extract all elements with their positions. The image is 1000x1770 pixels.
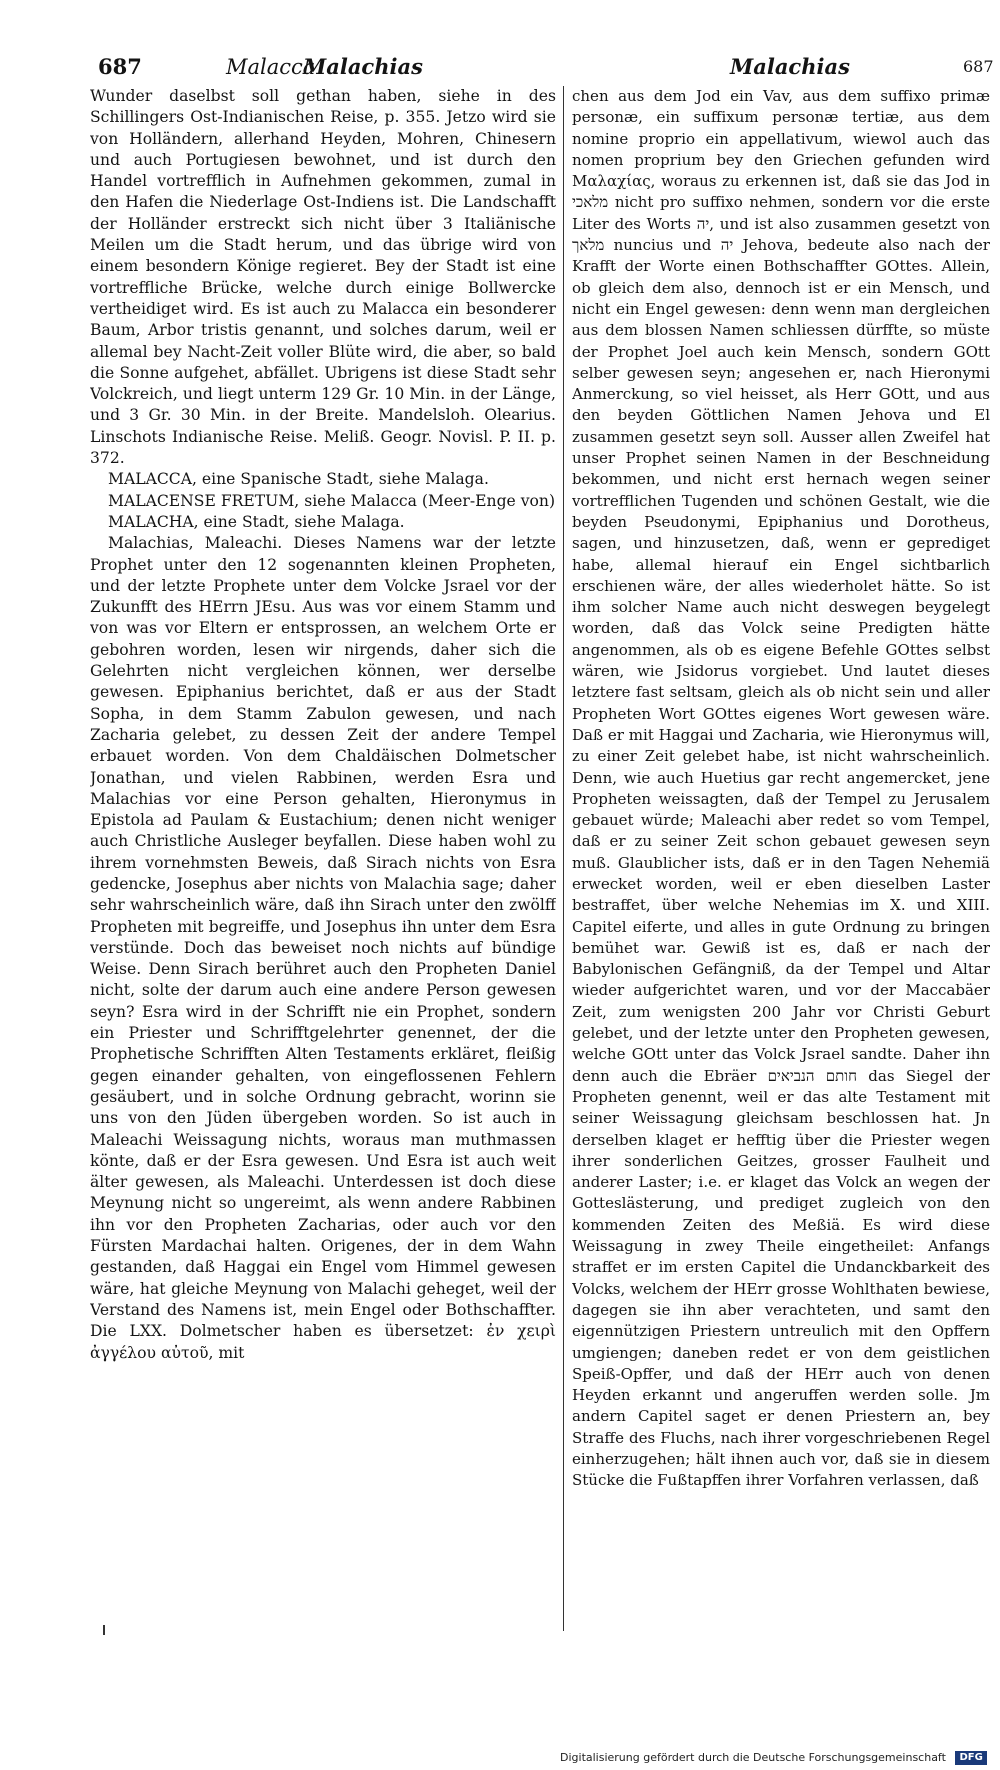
entry-continuation: Wunder daselbst soll gethan haben, siehe in des Schillingers Ost-Indianischen Reise, p. 355. Jetzo wird sie von Holländern, allerhand Heyden, Mohren, Chinesern und auch Portugiesen bewohnet, und ist durch den Handel vortrefflich in Aufnehmen gekommen, zumal in den Hafen die Niederlage Ost-Indiens ist. Die Landschafft der Holländer erstreckt sich nicht über 3 Italiänische Meilen um die Stadt herum, und das übrige wird von einem besondern Könige regieret. Bey der Stadt ist eine vortreffliche Brücke, welche durch einige Bollwercke vertheidiget wird. Es ist auch zu Malacca ein besonderer Baum, Arbor tristis genannt, und solches darum, weil er allemal bey Nacht-Zeit voller Blüte wird, die aber, so bald die Sonne aufgehet, abfället. Ubrigens ist diese Stadt sehr Volckreich, und liegt unterm 129 Gr. 10 Min. in der Länge, und 3 Gr. 30 Min. in der Breite. Mandelsloh. Olearius. Linschots Indianische Reise. Meliß. Geogr. Novisl. P. II. p. 372. [90, 87, 556, 468]
left-column [90, 86, 556, 1646]
catchword-left-second: Malachias [303, 54, 423, 79]
dfg-logo: DFG [955, 1751, 986, 1765]
entry-malacha: MALACHA, eine Stadt, siehe Malaga. [108, 512, 405, 531]
catchword-left-first: Malacca [226, 55, 316, 79]
running-header [78, 50, 994, 84]
page-number-right: 687 [963, 57, 994, 76]
entry-malacense-fretum: MALACENSE FRETUM, siehe Malacca (Meer-Enge von) [108, 491, 556, 510]
column-divider [563, 86, 564, 1631]
credit-text: Digitalisierung gefördert durch die Deutsche Forschungsgemeinschaft [560, 1751, 946, 1764]
entry-malacca-spanish: MALACCA, eine Spanische Stadt, siehe Malaga. [108, 470, 489, 489]
right-column [572, 86, 990, 1631]
digitization-credit [560, 1748, 983, 1768]
entry-malachias: Malachias, Maleachi. Dieses Namens war der letzte Prophet unter den 12 sogenannten kleinen Propheten, und der letzte Prophete unter dem Volcke Jsrael vor der Zukunfft des HErrn JEsu. Aus was vor einem Stamm und von was vor Eltern er entsprossen, an welchem Orte er gebohren worden, lesen wir nirgends, daher sich die Gelehrten nicht vergleichen können, wer derselbe gewesen. Epiphanius berichtet, daß er aus der Stadt Sopha, in dem Stamm Zabulon gewesen, und nach Zacharia gelebet, zu dessen Zeit der andere Tempel erbauet worden. Von dem Chaldäischen Dolmetscher Jonathan, und vielen Rabbinen, werden Esra und Malachias vor eine Person gehalten, Hieronymus in Epistola ad Paulam & Eustachium; denen nicht weniger auch Christliche Ausleger beyfallen. Diese haben wohl zu ihrem vornehmsten Beweis, daß Sirach nichts von Esra gedencke, Josephus aber nichts von Malachia sage; daher sehr wahrscheinlich wäre, daß ihn Sirach unter den zwölff Propheten mit begreiffe, und Josephus ihn unter dem Esra verstünde. Doch das beweiset noch nichts auf bündige Weise. Denn Sirach berühret auch den Propheten Daniel nicht, solte der darum auch eine andere Person gewesen seyn? Esra wird in der Schrifft nie ein Prophet, sondern ein Priester und Schrifftgelehrter genennet, der die Prophetische Schrifften Alten Testaments erkläret, fleißig gegen einander gehalten, von eingeflossenen Fehlern gesäubert, und in solche Ordnung gebracht, worinn sie uns von den Jüden übergeben worden. So ist auch in Maleachi Weissagung nichts, woraus man muthmassen könte, daß er der Esra gewesen. Und Esra ist auch weit älter gewesen, als Maleachi. Unterdessen ist doch diese Meynung nicht so ungereimt, als wenn andere Rabbinen ihn vor den Propheten Zacharias, oder auch vor den Fürsten Mardachai halten. Origenes, der in dem Wahn gestanden, daß Haggai ein Engel vom Himmel gewesen wäre, hat gleiche Meynung von Malachi geheget, weil der Verstand des Namens ist, mein Engel oder Bothschaffter. Die LXX. Dolmetscher haben es übersetzet: ἐν χειρὶ ἀγγέλου αὐτοῦ, mit [90, 534, 556, 1362]
margin-mark [103, 1625, 105, 1635]
page-number-left: 687 [98, 54, 142, 79]
entry-malachias-continued: chen aus dem Jod ein Vav, aus dem suffixo primæ personæ, ein suffixum personæ tertiæ, aus dem nomine proprio ein appellativum, wiewol auch das nomen proprium bey den Griechen gefunden wird Μαλαχίας, woraus zu erkennen ist, daß sie das Jod in מלאכי nicht pro suffixo nehmen, sondern vor die erste Liter des Worts יה, und ist also zusammen gesetzt von מלאך nuncius und יה Jehova, bedeute also nach der Krafft der Worte einen Bothschaffter GOttes. Allein, ob gleich dem also, dennoch ist er ein Mensch, und nicht ein Engel gewesen: denn wenn man dergleichen aus dem blossen Namen schliessen dürffte, so müste der Prophet Joel auch kein Mensch, sondern GOtt selber gewesen seyn; angesehen er, nach Hieronymi Anmerckung, so viel heisset, als Herr GOtt, und aus den beyden Göttlichen Namen Jehova und El zusammen gesetzt seyn soll. Ausser allen Zweifel hat unser Prophet seinen Namen in der Beschneidung bekommen, und nicht erst hernach wegen seiner vortrefflichen Tugenden und schönen Gestalt, wie die beyden Pseudonymi, Epiphanius und Dorotheus, sagen, und hinzusetzen, daß, wenn er geprediget habe, allemal hierauf ein Engel sichtbarlich erschienen wäre, der alles wiederholet hätte. So ist ihm solcher Name auch nicht deswegen beygelegt worden, daß das Volck seine Predigten hätte angenommen, als ob es eigene Befehle GOttes selbst wären, wie Jsidorus vorgiebet. Und lautet dieses letztere fast seltsam, gleich als ob nicht sein und aller Propheten Wort GOttes eigenes Wort gewesen wäre. Daß er mit Haggai und Zacharia, wie Hieronymus will, zu einer Zeit gelebet habe, ist nicht wahrscheinlich. Denn, wie auch Huetius gar recht angemercket, jene Propheten weissagten, daß der Tempel zu Jerusalem gebauet würde; Maleachi aber redet so vom Tempel, daß er zu seiner Zeit schon gebauet gewesen seyn muß. Glaublicher ists, daß er in den Tagen Nehemiä erwecket worden, weil er eben dieselben Laster bestraffet, über welche Nehemias im X. und XIII. Capitel eiferte, und alles in gute Ordnung zu bringen bemühet war. Gewiß ist es, daß er nach der Babylonischen Gefängniß, da der Tempel und Altar wieder aufgerichtet waren, und vor der Maccabäer Zeit, zum wenigsten 200 Jahr vor Christi Geburt gelebet, und der letzte unter den Propheten gewesen, welche GOtt unter das Volck Jsrael sandte. Daher ihn denn auch die Ebräer חותם הנביאים das Siegel der Propheten genennt, weil er das alte Testament mit seiner Weissagung gleichsam beschlossen hat. Jn derselben klaget er hefftig über die Priester wegen ihrer sonderlichen Geitzes, grosser Faulheit und anderer Laster; i.e. er klaget das Volck an wegen der Gotteslästerung, und prediget zugleich von den kommenden Zeiten des Meßiä. Es wird diese Weissagung in zwey Theile eingetheilet: Anfangs straffet er im ersten Capitel die Undanckbarkeit des Volcks, welchem der HErr grosse Wohlthaten bewiese, dagegen sie ihn aber verachteten, und samt den eigennützigen Priestern untreulich mit den Opffern umgiengen; daneben redet er von dem geistlichen Speiß-Opffer, und daß der HErr auch von denen Heyden erkannt und angeruffen werden solle. Jm andern Capitel saget er denen Priestern an, bey Straffe des Fluchs, nach ihrer vorgeschriebenen Regel einherzugehen; hält ihnen auch vor, daß sie in diesem Stücke die Fußtapffen ihrer Vorfahren verlassen, daß [572, 87, 990, 1490]
catchword-right: Malachias [730, 54, 850, 79]
